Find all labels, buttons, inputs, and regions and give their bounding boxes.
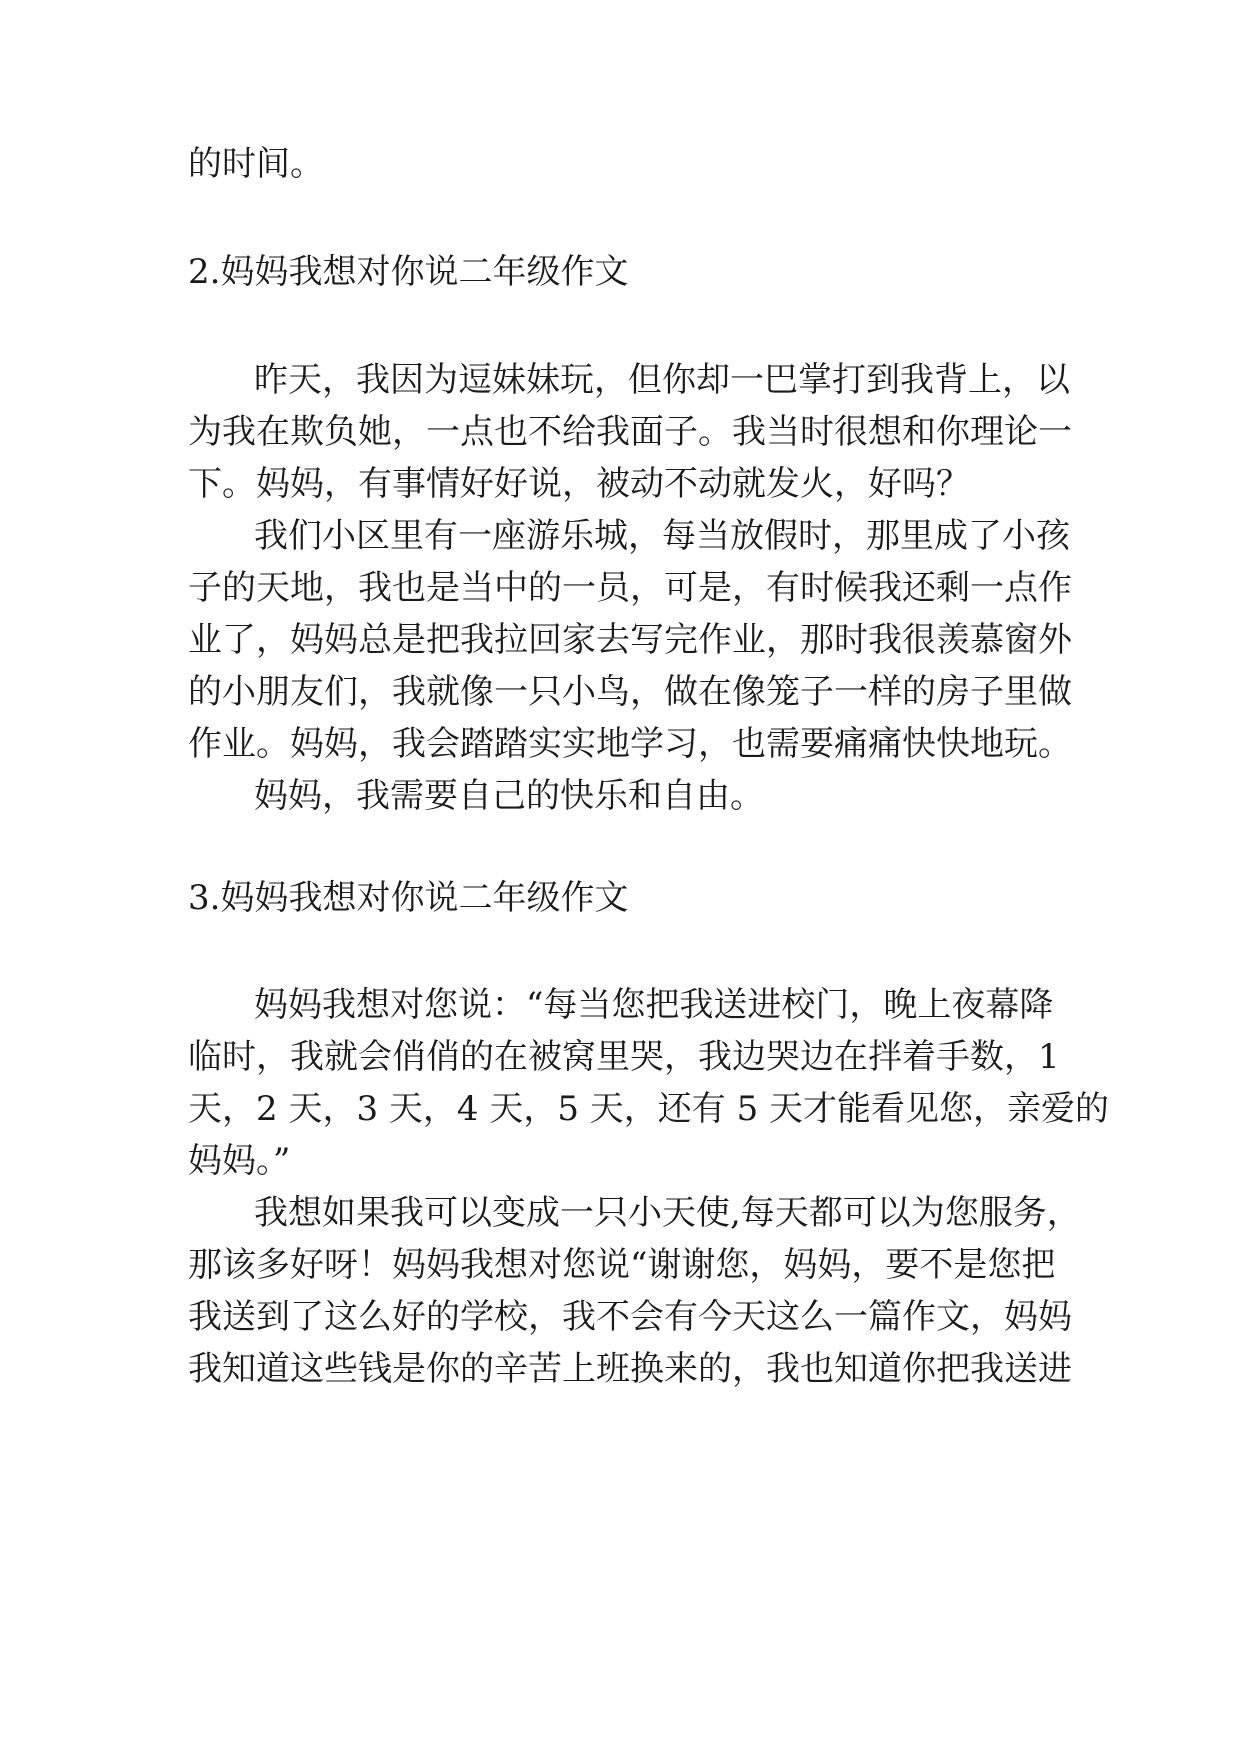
- paragraph-line: 昨天，我因为逗妹妹玩，但你却一巴掌打到我背上，以: [254, 360, 1070, 400]
- paragraph-line: 我想如果我可以变成一只小天使,每天都可以为您服务，: [254, 1193, 1081, 1233]
- paragraph-line: 作业。妈妈，我会踏踏实实地学习，也需要痛痛快快地玩。: [188, 724, 1072, 764]
- paragraph-line: 那该多好呀！妈妈我想对您说“谢谢您，妈妈，要不是您把: [188, 1245, 1056, 1285]
- paragraph-line: 妈妈我想对您说：“每当您把我送进校门，晚上夜幕降: [254, 985, 1054, 1025]
- paragraph-line: 临时，我就会俏俏的在被窝里哭，我边哭边在拌着手数，1: [188, 1037, 1060, 1077]
- paragraph-line: 我们小区里有一座游乐城，每当放假时，那里成了小孩: [254, 516, 1070, 556]
- paragraph-line: 妈妈，我需要自己的快乐和自由。: [254, 776, 764, 816]
- paragraph-line: 为我在欺负她，一点也不给我面子。我当时很想和你理论一: [188, 412, 1072, 452]
- paragraph-line: 妈妈。”: [188, 1141, 291, 1181]
- section-heading: 2.妈妈我想对你说二年级作文: [188, 252, 629, 292]
- paragraph-line: 我知道这些钱是你的辛苦上班换来的，我也知道你把我送进: [188, 1349, 1072, 1389]
- paragraph-line: 天，2 天，3 天，4 天，5 天，还有 5 天才能看见您，亲爱的: [188, 1089, 1110, 1129]
- paragraph-line: 子的天地，我也是当中的一员，可是，有时候我还剩一点作: [188, 568, 1072, 608]
- paragraph-line: 下。妈妈，有事情好好说，被动不动就发火，好吗？: [188, 464, 970, 504]
- section-heading: 3.妈妈我想对你说二年级作文: [188, 878, 629, 918]
- paragraph-line: 我送到了这么好的学校，我不会有今天这么一篇作文，妈妈: [188, 1297, 1072, 1337]
- paragraph-line: 的时间。: [188, 144, 324, 184]
- paragraph-line: 业了，妈妈总是把我拉回家去写完作业，那时我很羡慕窗外: [188, 620, 1072, 660]
- paragraph-line: 的小朋友们，我就像一只小鸟，做在像笼子一样的房子里做: [188, 672, 1072, 712]
